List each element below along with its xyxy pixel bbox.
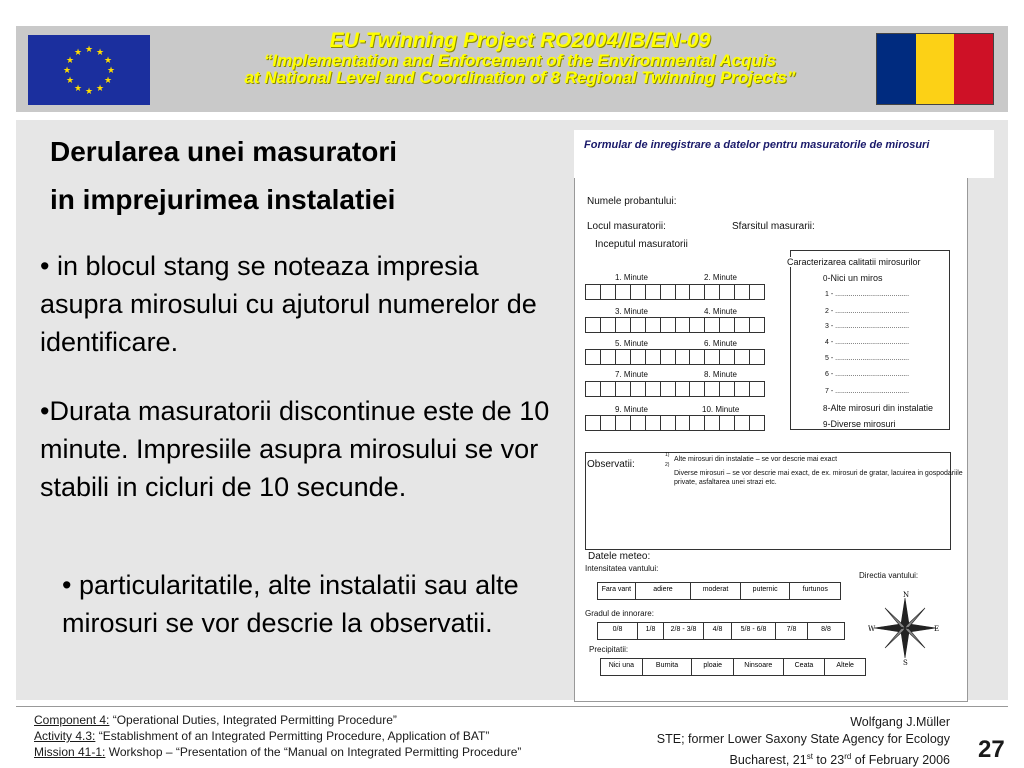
observatii-label: Observatii: — [587, 459, 635, 470]
form-heading: Formular de inregistrare a datelor pentru masuratorile de mirosuri — [574, 130, 994, 178]
minute-grid-row — [585, 284, 765, 300]
slide-title-line-2: in imprejurimea instalatiei — [50, 184, 396, 215]
precipitation-label: Precipitatii: — [589, 645, 629, 654]
observations-box — [585, 452, 951, 550]
minute-grid-row — [585, 317, 765, 333]
component-line: Component 4: “Operational Duties, Integrated Permitting Procedure” — [34, 713, 397, 727]
romania-flag-icon — [876, 33, 994, 105]
minute-label: 5. Minute — [615, 339, 648, 348]
footnote-number: 1) — [665, 452, 670, 458]
minute-grid-row — [585, 415, 765, 431]
wind-intensity-label: Intensitatea vantului: — [585, 564, 659, 573]
project-subtitle-1: “Implementation and Enforcement of the Environmental Acquis — [263, 51, 777, 70]
quality-title: Caracterizarea calitatii mirosurilor — [787, 257, 921, 267]
sfarsit-label: Sfarsitul masurarii: — [732, 221, 815, 232]
quality-code: 0-Nici un miros — [823, 273, 883, 283]
mission-line: Mission 41-1: Workshop – “Presentation of the “Manual on Integrated Permitting Procedure” — [34, 745, 522, 759]
quality-code: 7 - ...................................... — [825, 388, 910, 395]
svg-text:★: ★ — [65, 76, 75, 86]
inceput-label: Inceputul masuratorii — [595, 239, 688, 250]
bullet-2: •Durata masuratorii discontinue este de 10 minute. Impresiile asupra mirosului se vor stabili in cicluri de 10 secunde. — [40, 396, 550, 502]
author-name: Wolfgang J.Müller — [850, 715, 950, 729]
minute-label: 10. Minute — [702, 405, 740, 414]
bullet-3: • particularitatile, alte instalatii sau alte mirosuri se vor descrie la observatii. — [62, 570, 519, 638]
footer-divider — [16, 706, 1008, 707]
bullet-1: • in blocul stang se noteaza impresia asupra mirosului cu ajutorul numerelor de identificare. — [40, 251, 537, 357]
quality-code: 1 - ...................................... — [825, 291, 910, 298]
page-number: 27 — [978, 736, 1005, 763]
quality-code: 9-Diverse mirosuri — [823, 419, 896, 429]
svg-text:★: ★ — [65, 56, 75, 66]
quality-code: 6 - ...................................... — [825, 371, 910, 378]
cloud-table: 0/8 1/8 2/8 - 3/8 4/8 5/8 - 6/8 7/8 8/8 — [597, 622, 845, 640]
svg-text:★: ★ — [84, 87, 94, 97]
author-org: STE; former Lower Saxony State Agency for Ecology — [656, 732, 950, 746]
footnote-2a: Diverse mirosuri – se vor descrie mai exact, de ex. mirosuri de gratar, lacuirea in gospodariile — [674, 470, 963, 477]
footnote-number: 2) — [665, 462, 670, 468]
compass-w: W — [868, 625, 876, 633]
cloud-label: Gradul de innorare: — [585, 609, 654, 618]
minute-grid-row — [585, 349, 765, 365]
footnote-2b: private, asfaltarea unei strazi etc. — [674, 479, 777, 486]
footer-right — [570, 714, 950, 768]
minute-label: 4. Minute — [704, 307, 737, 316]
svg-text:★: ★ — [106, 66, 116, 76]
compass-n: N — [903, 591, 910, 599]
precipitation-table: Nici una Burnita ploaie Ninsoare Ceata Altele — [600, 658, 866, 676]
minute-label: 2. Minute — [704, 273, 737, 282]
svg-text:★: ★ — [95, 84, 105, 94]
minute-grid-row — [585, 381, 765, 397]
project-title: EU-Twinning Project RO2004/IB/EN-09 — [329, 29, 711, 52]
svg-text:★: ★ — [73, 84, 83, 94]
quality-code: 2 - ...................................... — [825, 308, 910, 315]
minute-label: 3. Minute — [615, 307, 648, 316]
minute-label: 7. Minute — [615, 370, 648, 379]
slide-title-line-1: Derularea unei masuratori — [50, 136, 398, 167]
eu-flag-icon — [28, 35, 150, 105]
quality-code: 4 - ...................................... — [825, 339, 910, 346]
minute-label: 6. Minute — [704, 339, 737, 348]
svg-text:★: ★ — [103, 56, 113, 66]
footnote-1: Alte mirosuri din instalatie – se vor descrie mai exact — [674, 456, 838, 463]
activity-line: Activity 4.3: “Establishment of an Integrated Permitting Procedure, Application of BAT” — [34, 729, 490, 743]
wind-table: Fara vant adiere moderat puternic furtunos — [597, 582, 841, 600]
minute-label: 1. Minute — [615, 273, 648, 282]
locul-label: Locul masuratorii: — [587, 221, 666, 232]
meteo-label: Datele meteo: — [588, 551, 651, 562]
project-subtitle-2: at National Level and Coordination of 8 Regional Twinning Projects” — [244, 68, 796, 87]
svg-text:★: ★ — [73, 48, 83, 58]
footer-left — [34, 712, 521, 760]
wind-direction-label: Directia vantului: — [859, 571, 919, 580]
eu-stars — [28, 35, 150, 105]
probant-label: Numele probantului: — [587, 196, 677, 207]
compass-rose-icon — [868, 590, 942, 666]
compass-s: S — [903, 659, 908, 666]
quality-code: 8-Alte mirosuri din instalatie — [823, 403, 933, 413]
quality-code: 3 - ...................................... — [825, 323, 910, 330]
event-date: Bucharest, 21st to 23rd of February 2006 — [729, 752, 950, 768]
svg-text:★: ★ — [103, 76, 113, 86]
svg-text:★: ★ — [95, 48, 105, 58]
compass-e: E — [934, 625, 940, 633]
minute-label: 9. Minute — [615, 405, 648, 414]
svg-text:★: ★ — [62, 66, 72, 76]
quality-code: 5 - ...................................... — [825, 355, 910, 362]
minute-label: 8. Minute — [704, 370, 737, 379]
header-title-block — [170, 30, 870, 86]
svg-text:★: ★ — [84, 45, 94, 55]
